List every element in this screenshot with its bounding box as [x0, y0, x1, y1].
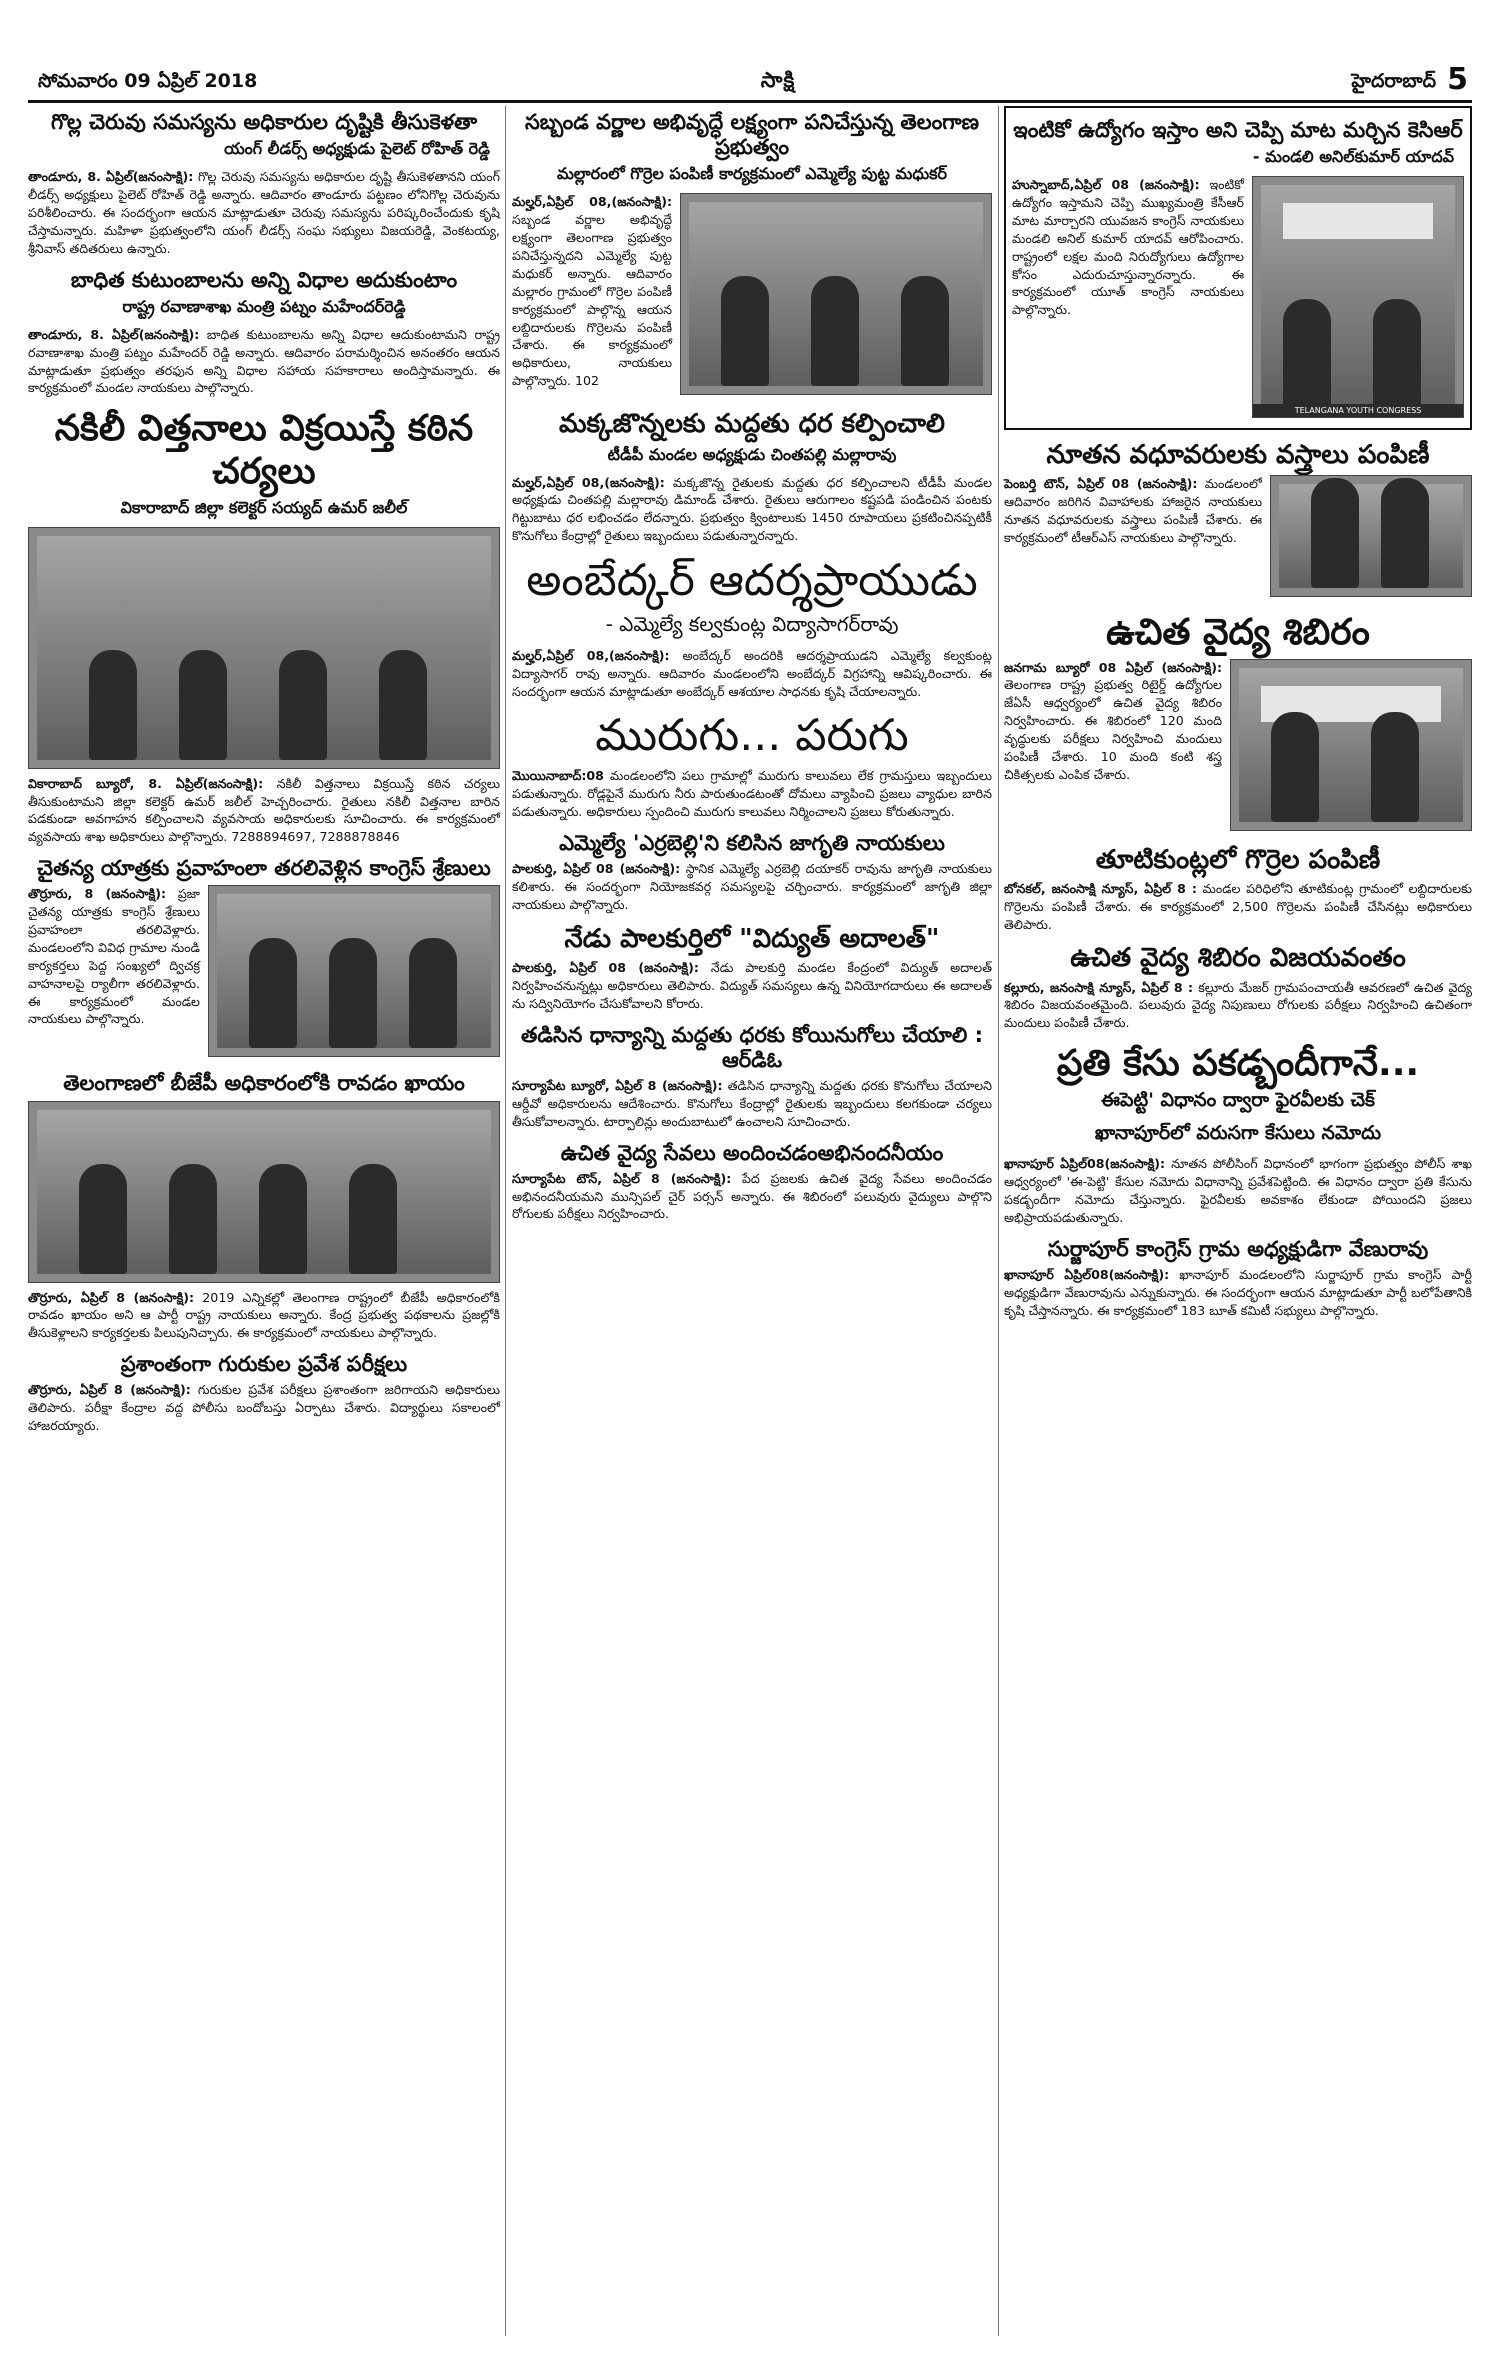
dateline: బోనకల్, జనంసాక్షి న్యూస్, ఏప్రిల్ 8 : [1004, 880, 1197, 896]
column-1 [28, 106, 500, 1445]
article-text: కల్లూరు మేజర్ గ్రామపంచాయతీ ఆవరణలో ఉచిత వైద్య శిబిరం విజయవంతమైంది. పలువురు వైద్య నిపుణులు రోగులకు పరీక్షలు నిర్వహించి ఉచితంగా మందులు పంపిణీ చేశారు. [1004, 979, 1472, 1031]
article-body [512, 959, 992, 1013]
news-photo [1270, 475, 1472, 597]
article [1004, 845, 1472, 934]
dateline: తొర్రూరు, 8 (జనంసాక్షి): [28, 886, 167, 902]
article [1004, 943, 1472, 1032]
news-photo [28, 1101, 500, 1283]
article-headline: నేడు పాలకుర్తిలో "విద్యుత్ అదాలత్" [564, 923, 940, 954]
article [1004, 1042, 1472, 1227]
article [28, 1071, 500, 1342]
article-text: స్థానిక ఎమ్మెల్యే ఎర్రబెల్లి దయాకర్ రావును జాగృతి నాయకులు కలిశారు. ఈ సందర్భంగా నియోజకవర్గ సమస్యలపై చర్చించారు. కార్యక్రమంలో జాగృతి జిల్లా నాయకులు పాల్గొన్నారు. [512, 861, 992, 912]
article-text: అంబేద్కర్ అందరికి ఆదర్శప్రాయుడని ఎమ్మెల్యే కల్వకుంట్ల విద్యాసాగర్ రావు అన్నారు. ఆదివారం మండలంలోని అంబేద్కర్ విగ్రహాన్ని ఆవిష్కరించారు. ఈ సందర్భంగా ఆయన మాట్లాడుతూ అంబేద్కర్ ఆశయాల సాధనకు కృషి చేయాలన్నారు. [512, 647, 992, 699]
dateline: సూర్యాపేట బ్యూరో, ఏప్రిల్ 8 (జనంసాక్షి): [512, 1077, 723, 1093]
article-headline: గొల్ల చెరువు సమస్యను అధికారుల దృష్టికి తీసుకెళతా [50, 110, 478, 134]
article [512, 555, 992, 700]
article-text: ఇంటికో ఉద్యోగం ఇస్తామని చెప్పి ముఖ్యమంత్రి కేసీఆర్ మాట మార్చారని యువజన కాంగ్రెస్ నాయకులు మండలి అనిల్ కుమార్ యాదవ్ ఆరోపించారు. రాష్ట్రంలో లక్షల మంది నిరుద్యోగులు ఉద్యోగాల కోసం ఎదురుచూస్తున్నారన్నారు. ఈ కార్యక్రమంలో యూత్ కాంగ్రెస్ నాయకులు పాల్గొన్నారు. [1012, 177, 1244, 318]
article-subheadline: ఈపెట్టి' విధానం ద్వారా ఫైరవీలకు చెక్ [1101, 1089, 1375, 1112]
article [512, 110, 992, 399]
article-text: ఖానాపూర్ మండలంలోని సుర్జాపూర్ గ్రామ కాంగ్రెస్ పార్టీ అధ్యక్షుడిగా వేణురావును ఎన్నుకున్నారు. ఈ సందర్భంగా ఆయన మాట్లాడుతూ పార్టీ బలోపేతానికి కృషి చేస్తానన్నారు. ఈ కార్యక్రమంలో 183 బూత్ కమిటీ సభ్యులు పాల్గొన్నారు. [1004, 1267, 1472, 1318]
beneficiary-count: 102 [575, 373, 600, 389]
article-body [28, 168, 500, 257]
article-subheadline: - ఎమ్మెల్యే కల్వకుంట్ల విద్యాసాగర్‌రావు [605, 611, 899, 636]
article-subheadline: యంగ్ లీడర్స్ అధ్యక్షుడు పైలెట్ రోహిత్ రెడ్డి [224, 139, 490, 159]
article-body [1004, 880, 1472, 934]
dateline: ఖానాపూర్ ఏప్రిల్08(జనంసాక్షి): [1004, 1267, 1170, 1283]
dateline: తాండూరు, 8. ఏప్రిల్(జనంసాక్షి): [28, 326, 200, 342]
article [28, 407, 500, 846]
dateline: వికారాబాద్ బ్యూరో, 8. ఏప్రిల్(జనంసాక్షి): [28, 775, 264, 791]
article-headline: మురుగు... పరుగు [595, 710, 909, 762]
column-divider [505, 106, 506, 2336]
article-headline: ఉచిత వైద్య శిబిరం [1106, 612, 1370, 654]
article-body [512, 767, 992, 821]
article-headline: బాధిత కుటుంబాలను అన్ని విధాల అదుకుంటాం [70, 267, 458, 292]
edition-city: హైదరాబాద్ [1351, 70, 1436, 92]
dateline: పాలకుర్తి, ఏప్రిల్ 08 (జనంసాక్షి): [512, 959, 699, 975]
article-subheadline: టీడీపీ మండల అధ్యక్షుడు చింతపల్లి మల్లారావు [607, 444, 897, 464]
article-text: నకిలీ విత్తనాలు విక్రయిస్తే కఠిన చర్యలు తీసుకుంటామని జిల్లా కలెక్టర్ ఉమర్ జలీల్ హెచ్చరించారు. రైతులు నకిలీ విత్తనాల బారిన పడకుండా అవగాహన కల్పించాలని వ్యవసాయ అధికారులకు సూచించారు. ఈ కార్యక్రమంలో వ్యవసాయ శాఖ అధికారులు పాల్గొన్నారు. [28, 775, 501, 845]
article [512, 1023, 992, 1131]
dateline: పాలకుర్తి, ఏప్రిల్ 08 (జనంసాక్షి): [512, 861, 681, 877]
article-text: పేద ప్రజలకు ఉచిత వైద్య సేవలు అందించడం అభినందనీయమని మున్సిపల్ చైర్ పర్సన్ అన్నారు. ఈ శిబిరంలో పలువురు వైద్యులు పాల్గొని రోగులకు పరీక్షలు నిర్వహించారు. [512, 1170, 992, 1222]
photo-banner-text: TELANGANA YOUTH CONGRESS [1253, 404, 1463, 417]
article-headline: ఎమ్మెల్యే 'ఎర్రబెల్లి'ని కలిసిన జాగృతి నాయకులు [559, 830, 945, 855]
article-body [28, 775, 500, 847]
article-text: గురుకుల ప్రవేశ పరీక్షలు ప్రశాంతంగా జరిగాయని అధికారులు తెలిపారు. పరీక్షా కేంద్రాల వద్ద పోలీసు బందోబస్తు ఏర్పాటు చేశారు. విద్యార్థులు సకాలంలో హాజరయ్యారు. [28, 1382, 500, 1434]
article-subheadline: - మండలి అనిల్‌కుమార్ యాదవ్ [1252, 147, 1454, 167]
article-text: ప్రజా చైతన్య యాత్రకు కాంగ్రెస్ శ్రేణులు ప్రవాహంలా తరలివెళ్లారు. మండలంలోని వివిధ గ్రామాల నుండి కార్యకర్తలు పెద్ద సంఖ్యలో ద్విచక్ర వాహనాలపై ర్యాలీగా తరలివెళ్లారు. ఈ కార్యక్రమంలో మండల నాయకులు పాల్గొన్నారు. [28, 886, 200, 1027]
masthead [28, 62, 1472, 103]
dateline: మొయినాబాద్:08 [512, 768, 604, 784]
article-body [512, 647, 992, 701]
article [512, 831, 992, 914]
dateline: మల్హర్,ఏప్రిల్ 08,(జనంసాక్షి): [512, 194, 672, 210]
dateline: సూర్యాపేట టౌన్, ఏప్రిల్ 8 (జనంసాక్షి): [512, 1170, 732, 1186]
newspaper-logo: సాక్షి [760, 68, 796, 92]
article [28, 110, 500, 258]
article [28, 1352, 500, 1435]
article-headline: ప్రశాంతంగా గురుకుల ప్రవేశ పరీక్షలు [120, 1352, 408, 1377]
dateline: పెంబర్తి టౌన్, ఏప్రిల్ 08 (జనంసాక్షి): [1004, 476, 1198, 492]
article-text: గొల్ల చెరువు సమస్యను అధికారుల దృష్టి తీసుకెళతానని యంగ్ లీడర్స్ అధ్యక్షులు పైలెట్ రోహిత్ రెడ్డి అన్నారు. ఆదివారం తాండూరు పట్టణం లోనిగొల్ల చెరువును పరిశీలించారు. ఈ సందర్భంగా ఆయన మాట్లాడుతూ చెరువు సమస్యను పరిష్కరించేందుకు కృషి చేస్తామన్నారు. మహిళా ప్రభుత్వంలోని యంగ్ లీడర్స్ సంఘ సభ్యులు విజయరెడ్డి, వెంకటయ్య, శ్రీనివాస్ తదితరులు ఉన్నారు. [28, 169, 500, 256]
news-photo [1252, 176, 1464, 418]
article-body [512, 860, 992, 914]
article-subheadline: మల్లారంలో గొర్రెల పంపిణీ కార్యక్రమంలో ఎమ్మెల్యే పుట్ట మధుకర్ [556, 164, 947, 184]
article-body [512, 474, 992, 546]
dateline: జనగామ బ్యూరో 08 ఏప్రిల్ (జనంసాక్షి): [1004, 659, 1222, 675]
article-text: తడిసిన ధాన్యాన్ని మద్దతు ధరకు కొనుగోలు చేయాలని ఆర్డీవో అధికారులను ఆదేశించారు. కొనుగోలు కేంద్రాల్లో రైతులకు ఇబ్బందులు కలగకుండా చర్యలు తీసుకోవాలన్నారు. టార్పాలిన్లు అందుబాటులో ఉంచాలని సూచించారు. [512, 1077, 992, 1129]
article-headline: సబ్బండ వర్ణాల అభివృద్ధే లక్ష్యంగా పనిచేస్తున్న తెలంగాణ ప్రభుత్వం [524, 110, 979, 160]
dateline: తొర్రూరు, ఏప్రిల్ 8 (జనంసాక్షి): [28, 1289, 195, 1305]
article-headline: తడిసిన ధాన్యాన్ని మద్దతు ధరకు కోయినుగోలు చేయాలి : ఆర్‌డిఓ [521, 1022, 983, 1072]
article-body [28, 1289, 500, 1343]
article [28, 268, 500, 398]
article-text: తెలంగాణ రాష్ట్ర ప్రభుత్వ రిటైర్డ్ ఉద్యోగుల జేఏసీ ఆధ్వర్యంలో ఉచిత వైద్య శిబిరం నిర్వహించారు. ఈ శిబిరంలో 120 మంది వృద్ధులకు పరీక్షలు నిర్వహించి మందులు పంపిణీ చేశారు. 10 మంది కంటి శస్త్ర చికిత్సలకు ఎంపిక చేశారు. [1004, 677, 1222, 782]
article-body [1004, 1266, 1472, 1320]
column-2 [512, 106, 992, 1233]
article-text: మండల పరిధిలోని తూటికుంట్ల గ్రామంలో లబ్దిదారులకు గొర్రెలను పంపిణీ చేశారు. ఈ కార్యక్రమంలో 2,500 గొర్రెలను పంపిణీ చేసినట్లు అధికారులు తెలిపారు. [1004, 880, 1472, 932]
article-subheadline: రాష్ట్ర రవాణాశాఖ మంత్రి పట్నం మహేందర్‌రెడ్డి [122, 296, 406, 316]
dateline: మల్హర్,ఏప్రిల్ 08,(జనంసాక్షి): [512, 474, 665, 490]
column-3 [1004, 106, 1472, 1330]
article-headline: ఉచిత వైద్య శిబిరం విజయవంతం [1070, 943, 1406, 974]
article [512, 924, 992, 1013]
article-text: మక్కజొన్న రైతులకు మద్దతు ధర కల్పించాలని టీడీపీ మండల అధ్యక్షుడు చింతపల్లి మల్లారావు డిమాండ్ చేశారు. రైతులు ఆరుగాలం కష్టపడి పండించిన పంటకు గిట్టుబాటు ధర లభించడం లేదన్నారు. ప్రభుత్వం క్వింటాలుకు 1450 రూపాయలు ప్రకటించినప్పటికీ కొనుగోలు కేంద్రాల్లో రైతులు ఇబ్బందులు పడుతున్నారన్నారు. [512, 474, 992, 544]
article [1004, 106, 1472, 430]
article-headline: ఉచిత వైద్య సేవలు అందించడంఅభినందనీయం [560, 1140, 944, 1165]
dateline: తొర్రూరు, ఏప్రిల్ 8 (జనంసాక్షి): [28, 1382, 191, 1398]
article-body [1004, 1155, 1472, 1227]
article-text: మండలంలో ఆదివారం జరిగిన వివాహాలకు హాజరైన నాయకులు నూతన వధూవరులకు వస్త్రాలు పంపిణీ చేశారు. ఈ కార్యక్రమంలో టీఆర్ఎస్ నాయకులు పాల్గొన్నారు. [1004, 476, 1262, 545]
column-divider [998, 106, 999, 2336]
dateline: ఖానాపూర్ ఏప్రిల్08(జనంసాక్షి): [1004, 1156, 1166, 1172]
dateline: మల్హర్,ఏప్రిల్ 08,(జనంసాక్షి): [512, 647, 670, 663]
article-text: 2019 ఎన్నికల్లో తెలంగాణ రాష్ట్రంలో బీజేపీ అధికారంలోకి రావడం ఖాయం అని ఆ పార్టీ రాష్ట్ర నాయకులు అన్నారు. కేంద్ర ప్రభుత్వ పథకాలను ప్రజల్లోకి తీసుకెళ్లాలని కార్యకర్తలకు పిలుపునిచ్చారు. ఈ కార్యక్రమంలో నాయకులు పాల్గొన్నారు. [28, 1289, 500, 1341]
article [28, 856, 500, 1061]
article-subheadline: వికారాబాద్ జిల్లా కలెక్టర్ సయ్యద్ ఉమర్ జలీల్ [120, 497, 408, 517]
article-headline: తెలంగాణలో బీజేపీ అధికారంలోకి రావడం ఖాయం [63, 1071, 465, 1096]
dateline: కల్లూరు, జనంసాక్షి న్యూస్, ఏప్రిల్ 8 : [1004, 979, 1194, 995]
article-headline: అంబేద్కర్ ఆదర్శప్రాయుడు [526, 555, 978, 607]
article-body [28, 326, 500, 398]
article-body [28, 1381, 500, 1435]
page-number: 5 [1447, 62, 1468, 97]
article-text: బాధిత కుటుంబాలను అన్ని విధాల ఆదుకుంటామని రాష్ట్ర రవాణాశాఖ మంత్రి పట్నం మహేందర్ రెడ్డి అన్నారు. ఆదివారం పరామర్శించిన అనంతరం ఆయన మాట్లాడుతూ ప్రభుత్వం తరఫున అన్ని విధాల సహాయ సహకారాలు అందిస్తామన్నారు. ఈ కార్యక్రమంలో మండల నాయకులు పాల్గొన్నారు. [28, 326, 500, 396]
article-subheadline: ఖానాపూర్‌లో వరుసగా కేసులు నమోదు [1094, 1122, 1382, 1145]
article-body [1004, 979, 1472, 1033]
article-text: సబ్బండ వర్ణాల అభివృద్ధే లక్ష్యంగా తెలంగాణ ప్రభుత్వం పనిచేస్తున్నదని ఎమ్మెల్యే పుట్ట మధుకర్ అన్నారు. ఆదివారం మల్లారం గ్రామంలో గొర్రెల పంపిణీ కార్యక్రమంలో పాల్గొన్న ఆయన లబ్దిదారులకు గొర్రెలను పంపిణీ చేశారు. ఈ కార్యక్రమంలో అధికారులు, నాయకులు పాల్గొన్నారు. [512, 212, 672, 389]
article-headline: ఇంటికో ఉద్యోగం ఇస్తాం అని చెప్పి మాట మర్చిన కెసిఆర్ [1013, 118, 1463, 142]
article [512, 1141, 992, 1224]
news-photo [680, 193, 992, 395]
article-headline: ప్రతి కేసు పకడ్బందీగానే... [1056, 1043, 1420, 1085]
news-photo [208, 885, 500, 1057]
dateline: హుస్నాబాద్,ఏప్రిల్ 08 (జనంసాక్షి): [1012, 177, 1200, 193]
article-headline: చైతన్య యాత్రకు ప్రవాహంలా తరలివెళ్లిన కాంగ్రెస్ శ్రేణులు [37, 856, 491, 881]
article-text: నూతన పోలీసింగ్ విధానంలో భాగంగా ప్రభుత్వం పోలీస్ శాఖ ఆధ్వర్యంలో 'ఈ-పెట్టి' కేసుల నమోదు విధానాన్ని ప్రవేశపెట్టింది. ఈ విధానం ద్వారా ప్రతి కేసును పకడ్బందీగా నమోదు చేస్తున్నారు. ఫైరవీలకు అవకాశం లేకుండా పోయిందని ప్రజలు అభిప్రాయపడుతున్నారు. [1004, 1156, 1472, 1225]
article-headline: నూతన వధూవరులకు వస్త్రాలు పంపిణీ [1046, 440, 1430, 471]
article [1004, 611, 1472, 834]
article-headline: సుర్జాపూర్ కాంగ్రెస్ గ్రామ అధ్యక్షుడిగా వేణురావు [1047, 1236, 1429, 1261]
article [1004, 440, 1472, 601]
issue-date: సోమవారం 09 ఏప్రిల్ 2018 [38, 70, 258, 92]
news-photo [1230, 659, 1472, 831]
article-text: నేడు పాలకుర్తి మండల కేంద్రంలో విద్యుత్ అదాలత్ నిర్వహించనున్నట్లు అధికారులు తెలిపారు. విద్యుత్ సమస్యలు ఉన్న వినియోగదారులు ఈ అదాలత్ ను సద్వినియోగం చేసుకోవాలని కోరారు. [512, 959, 992, 1011]
article-body [512, 1170, 992, 1224]
phone-numbers: 7288894697, 7288878846 [231, 829, 400, 845]
article-headline: నకిలీ విత్తనాలు విక్రయిస్తే కఠిన చర్యలు [54, 408, 474, 493]
article-text: మండలంలోని పలు గ్రామాల్లో మురుగు కాలువలు లేక గ్రామస్తులు ఇబ్బందులు పడుతున్నారు. రోడ్లపైనే మురుగు నీరు పారుతుండటంతో దోమలు వ్యాపించి ప్రజలు వ్యాధుల బారిన పడుతున్నారు. అధికారులు స్పందించి మురుగు కాలువలు నిర్మించాలని ప్రజలు కోరుతున్నారు. [512, 768, 992, 820]
article [1004, 1237, 1472, 1320]
article-body [512, 1077, 992, 1131]
dateline: తాండూరు, 8. ఏప్రిల్(జనంసాక్షి): [28, 169, 194, 185]
article [512, 409, 992, 545]
article-headline: మక్కజొన్నలకు మద్దతు ధర కల్పించాలి [559, 409, 945, 440]
article-headline: తూటికుంట్లలో గొర్రెల పంపిణీ [1095, 844, 1381, 875]
article [512, 710, 992, 820]
news-photo [28, 527, 500, 769]
